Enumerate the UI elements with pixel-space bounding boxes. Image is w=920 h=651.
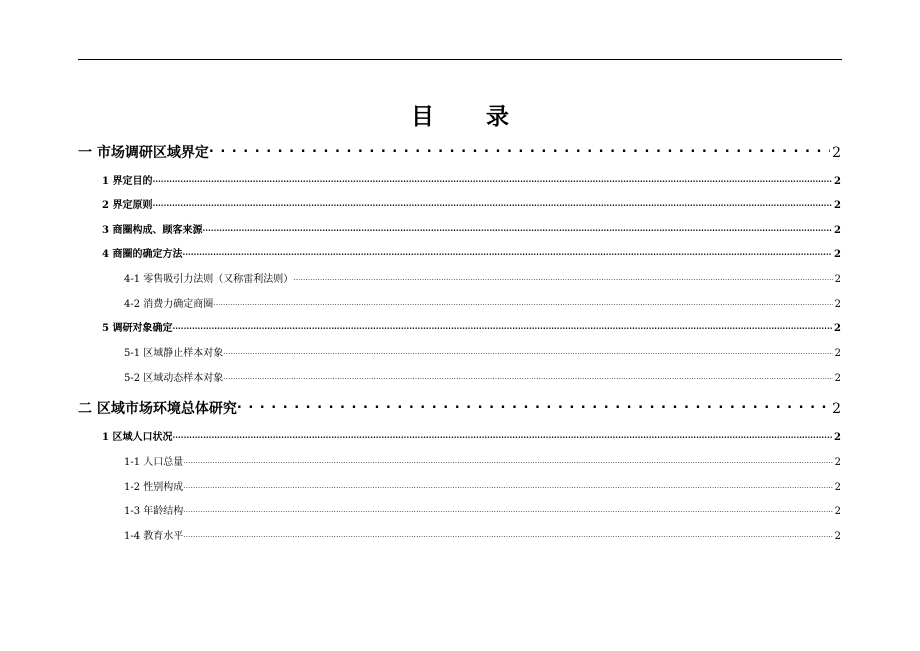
toc-page-number: 2 xyxy=(834,274,841,285)
toc-entry[interactable] xyxy=(78,172,841,187)
toc-page-number: 2 xyxy=(834,249,841,260)
toc-page-number: 2 xyxy=(834,482,841,493)
toc-entry[interactable] xyxy=(78,428,841,443)
toc-entry-label: 1-1 人口总量 xyxy=(124,457,184,468)
toc-entry-label: 1-2 性别构成 xyxy=(124,482,184,493)
toc-leader xyxy=(293,272,832,282)
toc-page-number: 2 xyxy=(832,401,841,417)
toc-leader xyxy=(182,247,832,257)
toc-page-number: 2 xyxy=(834,176,841,187)
toc-entry[interactable] xyxy=(78,245,841,260)
toc-entry-label: 4-2 消费力确定商圈 xyxy=(124,299,214,310)
toc-entry[interactable] xyxy=(78,344,841,359)
toc-entry[interactable] xyxy=(78,478,841,493)
toc-page-number: 2 xyxy=(834,200,841,211)
toc-entry-label: 1-4 教育水平 xyxy=(124,531,184,542)
toc-entry-label: 1 界定目的 xyxy=(102,176,153,187)
toc-leader xyxy=(209,143,830,157)
toc-entry-label: 二 区域市场环境总体研究 xyxy=(78,401,237,417)
toc-page-number: 2 xyxy=(834,299,841,310)
toc-entry-label: 4-1 零售吸引力法则（又称雷利法则） xyxy=(124,274,294,285)
toc-entry-label: 5-1 区域静止样本对象 xyxy=(124,348,224,359)
header-rule xyxy=(78,59,842,60)
toc-entry-label: 一 市场调研区域界定 xyxy=(78,145,209,161)
toc-page-number: 2 xyxy=(834,225,841,236)
toc-leader xyxy=(202,223,832,233)
toc-page-number: 2 xyxy=(834,432,841,443)
toc-leader xyxy=(223,346,832,356)
toc-leader xyxy=(183,504,832,514)
toc-leader xyxy=(172,430,832,440)
toc-leader xyxy=(183,455,832,465)
toc-entry-label: 5 调研对象确定 xyxy=(102,323,173,334)
toc-page-number: 2 xyxy=(834,531,841,542)
toc-page-number: 2 xyxy=(834,373,841,384)
toc-entry[interactable] xyxy=(78,221,841,236)
toc-entry[interactable] xyxy=(78,398,841,418)
toc-page-number: 2 xyxy=(834,506,841,517)
toc-entry-label: 5-2 区域动态样本对象 xyxy=(124,373,224,384)
toc-entry-label: 3 商圈构成、顾客来源 xyxy=(102,225,203,236)
toc-entry[interactable] xyxy=(78,142,841,162)
toc-page-number: 2 xyxy=(832,145,841,161)
toc-entry[interactable] xyxy=(78,527,841,542)
toc-entry-label: 4 商圈的确定方法 xyxy=(102,249,183,260)
toc-leader xyxy=(213,297,832,307)
toc-page-number: 2 xyxy=(834,323,841,334)
toc-entry[interactable] xyxy=(78,270,841,285)
toc-entry[interactable] xyxy=(78,196,841,211)
toc-title: 目 录 xyxy=(410,103,531,130)
toc-leader xyxy=(223,371,832,381)
toc-entry-label: 1-3 年龄结构 xyxy=(124,506,184,517)
toc-page-number: 2 xyxy=(834,348,841,359)
toc-leader xyxy=(183,529,832,539)
toc-entry[interactable] xyxy=(78,502,841,517)
toc-entry[interactable] xyxy=(78,295,841,310)
toc-entry[interactable] xyxy=(78,369,841,384)
toc-leader xyxy=(152,198,832,208)
toc-leader xyxy=(152,174,832,184)
toc-leader xyxy=(172,321,832,331)
toc-entry[interactable] xyxy=(78,319,841,334)
toc-entry[interactable] xyxy=(78,453,841,468)
toc-leader xyxy=(183,480,832,490)
toc-leader xyxy=(237,399,830,413)
toc-entry-label: 2 界定原则 xyxy=(102,200,153,211)
toc-entry-label: 1 区域人口状况 xyxy=(102,432,173,443)
toc-page-number: 2 xyxy=(834,457,841,468)
